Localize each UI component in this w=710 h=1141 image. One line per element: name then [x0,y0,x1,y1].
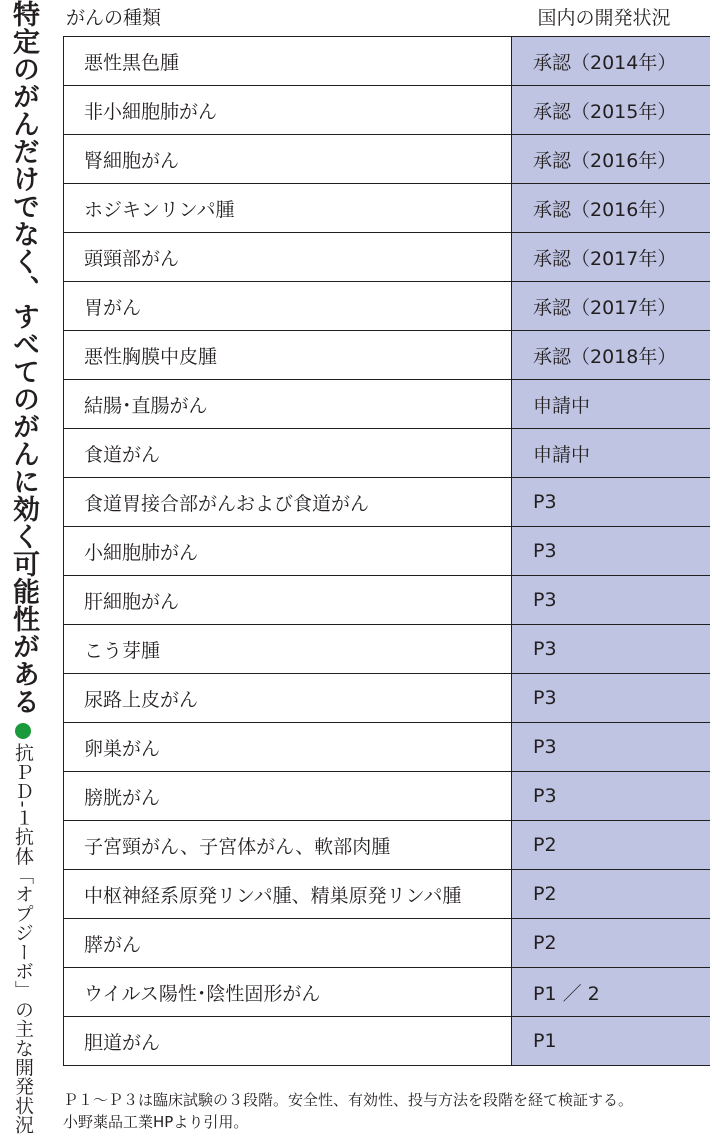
status-cell: P3 [512,527,710,576]
cancer-type-cell: 結腸･直腸がん [64,380,512,429]
cancer-type-cell: 食道がん [64,429,512,478]
table-row [64,86,710,135]
status-cell: 申請中 [512,429,710,478]
subtitle-block [0,723,46,1134]
status-cell: 承認（2016年） [512,184,710,233]
cancer-type-cell: 非小細胞肺がん [64,86,512,135]
status-cell: 承認（2014年） [512,37,710,86]
table-row [64,527,710,576]
cancer-type-cell: ホジキンリンパ腫 [64,184,512,233]
cancer-type-cell: 腎細胞がん [64,135,512,184]
status-cell: 承認（2016年） [512,135,710,184]
table-row [64,135,710,184]
main-title: 特定のがんだけでなく、すべてのがんに効く可能性がある [8,0,39,715]
cancer-type-cell: 膵がん [64,919,512,968]
cancer-type-cell: 悪性黒色腫 [64,37,512,86]
column-header-status: 国内の開発状況 [537,7,671,29]
table-row [64,37,710,86]
column-header-type: がんの種類 [66,7,162,29]
table-row [64,478,710,527]
table-row [64,723,710,772]
status-cell: 承認（2018年） [512,331,710,380]
cancer-type-cell: 膀胱がん [64,772,512,821]
status-cell: P3 [512,772,710,821]
vertical-title [0,0,46,1135]
status-cell: P2 [512,870,710,919]
status-cell: 承認（2017年） [512,282,710,331]
table-row [64,429,710,478]
status-cell: P3 [512,576,710,625]
status-cell: P1 ／ 2 [512,968,710,1017]
status-cell: P3 [512,723,710,772]
table-row [64,233,710,282]
status-cell: 承認（2015年） [512,86,710,135]
green-bullet-icon [15,723,31,739]
table-row [64,919,710,968]
table-row [64,184,710,233]
table-row [64,772,710,821]
table-row [64,870,710,919]
table-row [64,331,710,380]
cancer-type-cell: 小細胞肺がん [64,527,512,576]
status-cell: P3 [512,674,710,723]
footnote-phase: Ｐ１～Ｐ３は臨床試験の３段階。安全性、有効性、投与方法を段階を経て検証する。 [63,1091,634,1109]
table-row [64,1017,710,1066]
table-row [64,576,710,625]
footnote-source: 小野薬品工業HPより引用。 [63,1113,249,1131]
subtitle: 抗ＰＤ-１抗体「オプジーボ」の主な開発状況 [12,743,34,1135]
cancer-type-cell: 食道胃接合部がんおよび食道がん [64,478,512,527]
table-row [64,282,710,331]
status-cell: P1 [512,1017,710,1066]
cancer-type-cell: 肝細胞がん [64,576,512,625]
status-cell: 承認（2017年） [512,233,710,282]
status-cell: P3 [512,625,710,674]
cancer-type-cell: 頭頸部がん [64,233,512,282]
status-cell: P2 [512,821,710,870]
table-row [64,380,710,429]
status-cell: 申請中 [512,380,710,429]
status-cell: P3 [512,478,710,527]
cancer-type-cell: 中枢神経系原発リンパ腫、精巣原発リンパ腫 [64,870,512,919]
cancer-type-cell: 卵巣がん [64,723,512,772]
cancer-type-cell: 悪性胸膜中皮腫 [64,331,512,380]
cancer-type-cell: 子宮頸がん、子宮体がん、軟部肉腫 [64,821,512,870]
table-row [64,674,710,723]
status-cell: P2 [512,919,710,968]
footnotes [63,1089,633,1133]
table-row [64,625,710,674]
table-row [64,968,710,1017]
cancer-type-cell: 胆道がん [64,1017,512,1066]
development-status-table [63,36,710,1066]
cancer-type-cell: 胃がん [64,282,512,331]
cancer-type-cell: ウイルス陽性･陰性固形がん [64,968,512,1017]
cancer-type-cell: こう芽腫 [64,625,512,674]
table-row [64,821,710,870]
cancer-type-cell: 尿路上皮がん [64,674,512,723]
